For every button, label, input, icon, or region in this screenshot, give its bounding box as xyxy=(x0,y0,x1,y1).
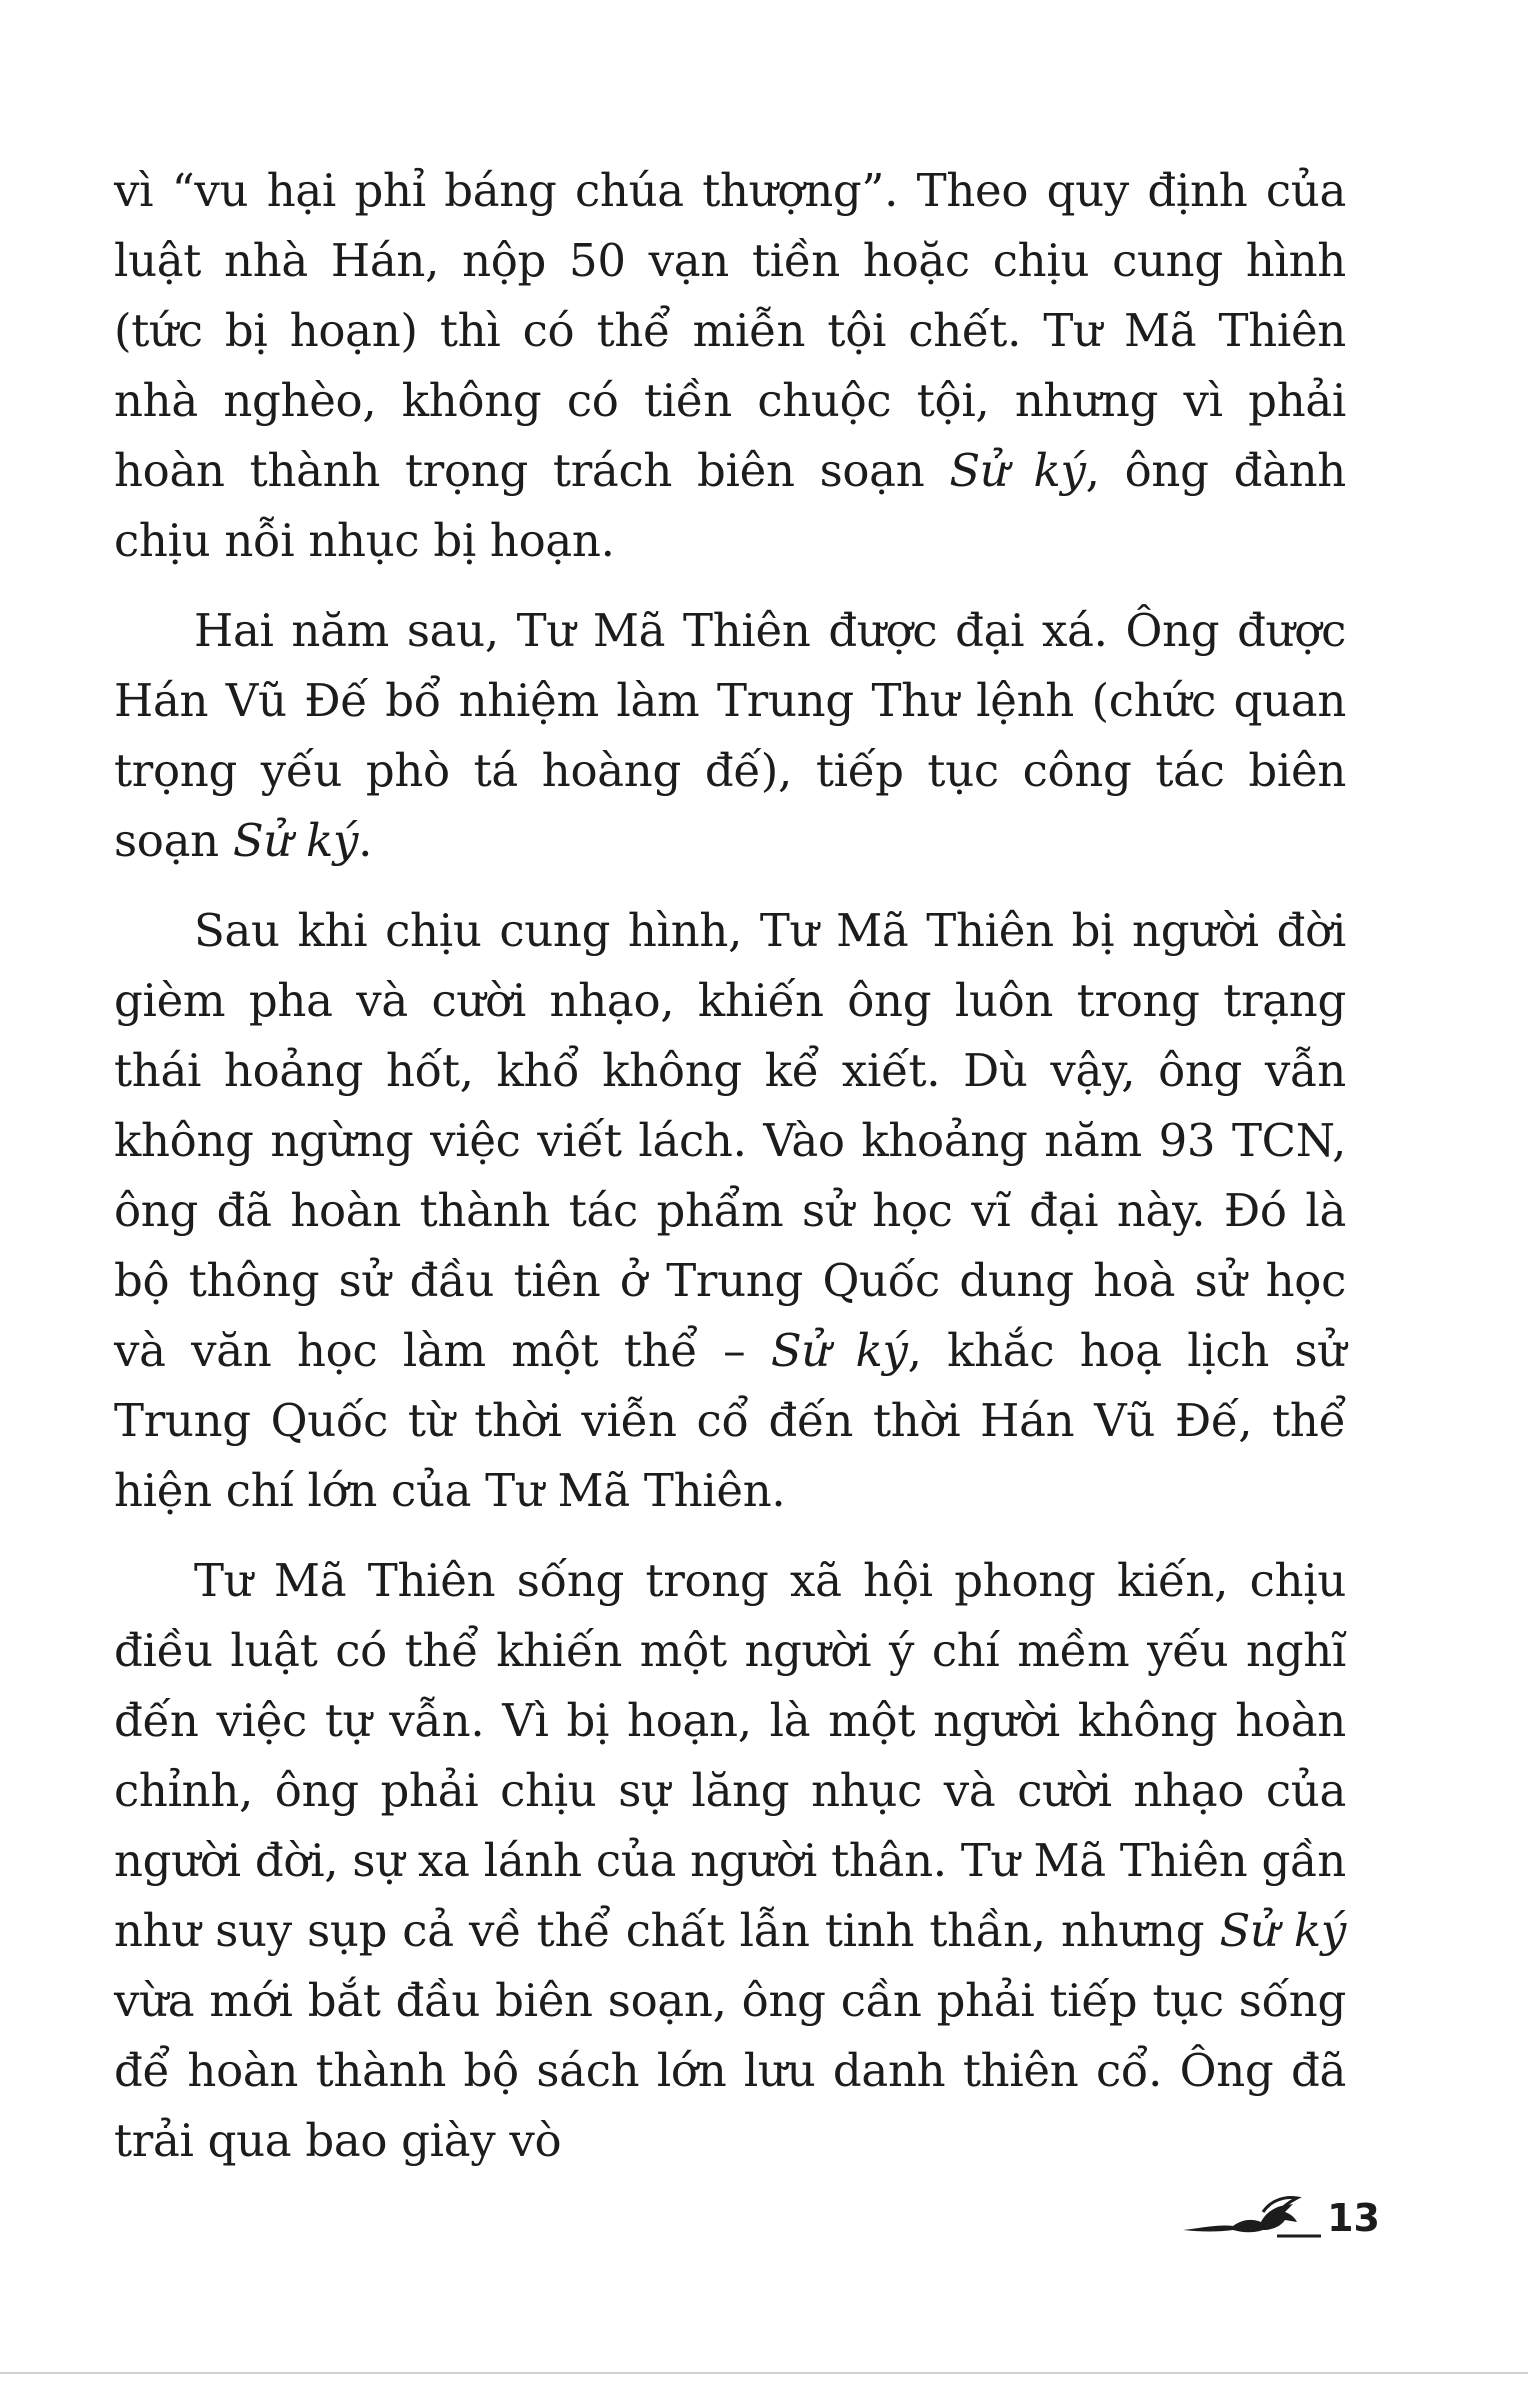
paragraph-text: vì “vu hại phỉ báng chúa thượng”. Theo quy định của luật nhà Hán, nộp 50 vạn tiền hoặc chịu cung hình (tức bị hoạn) thì có thể miễn tội chết. Tư Mã Thiên nhà nghèo, không có tiền chuộc tội, nhưng vì phải hoàn thành trọng trách biên soạn xyxy=(114,164,1346,497)
quill-ornament-icon xyxy=(1181,2190,1321,2240)
body-text xyxy=(114,156,1346,2176)
book-title-italic: Sử ký xyxy=(949,444,1086,497)
paragraph-text: Sau khi chịu cung hình, Tư Mã Thiên bị người đời gièm pha và cười nhạo, khiến ông luôn trong trạng thái hoảng hốt, khổ không kể xiết. Dù vậy, ông vẫn không ngừng việc viết lách. Vào khoảng năm 93 TCN, ông đã hoàn thành tác phẩm sử học vĩ đại này. Đó là bộ thông sử đầu tiên ở Trung Quốc dung hoà sử học và văn học làm một thể – xyxy=(114,904,1346,1377)
paragraph xyxy=(114,596,1346,876)
page-footer xyxy=(1181,2190,1380,2240)
book-title-italic: Sử ký xyxy=(1219,1904,1346,1957)
book-title-italic: Sử ký xyxy=(770,1324,908,1377)
paragraph-text: , ông đành chịu nỗi nhục bị hoạn. xyxy=(114,444,1346,567)
paragraph-text: . xyxy=(358,814,373,867)
paragraph-text: vừa mới bắt đầu biên soạn, ông cần phải tiếp tục sống để hoàn thành bộ sách lớn lưu danh thiên cổ. Ông đã trải qua bao giày vò xyxy=(114,1974,1346,2167)
page-edge-divider xyxy=(0,2372,1528,2374)
paragraph-text: Hai năm sau, Tư Mã Thiên được đại xá. Ông được Hán Vũ Đế bổ nhiệm làm Trung Thư lệnh (chức quan trọng yếu phò tá hoàng đế), tiếp tục công tác biên soạn xyxy=(114,604,1346,867)
paragraph xyxy=(114,156,1346,576)
paragraph-text: Tư Mã Thiên sống trong xã hội phong kiến, chịu điều luật có thể khiến một người ý chí mềm yếu nghĩ đến việc tự vẫn. Vì bị hoạn, là một người không hoàn chỉnh, ông phải chịu sự lăng nhục và cười nhạo của người đời, sự xa lánh của người thân. Tư Mã Thiên gần như suy sụp cả về thể chất lẫn tinh thần, nhưng xyxy=(114,1554,1346,1957)
page-number: 13 xyxy=(1327,2196,1380,2240)
paragraph xyxy=(114,1546,1346,2176)
book-title-italic: Sử ký xyxy=(232,814,359,867)
paragraph-text: , khắc hoạ lịch sử Trung Quốc từ thời viễn cổ đến thời Hán Vũ Đế, thể hiện chí lớn của Tư Mã Thiên. xyxy=(114,1324,1346,1517)
paragraph xyxy=(114,896,1346,1526)
